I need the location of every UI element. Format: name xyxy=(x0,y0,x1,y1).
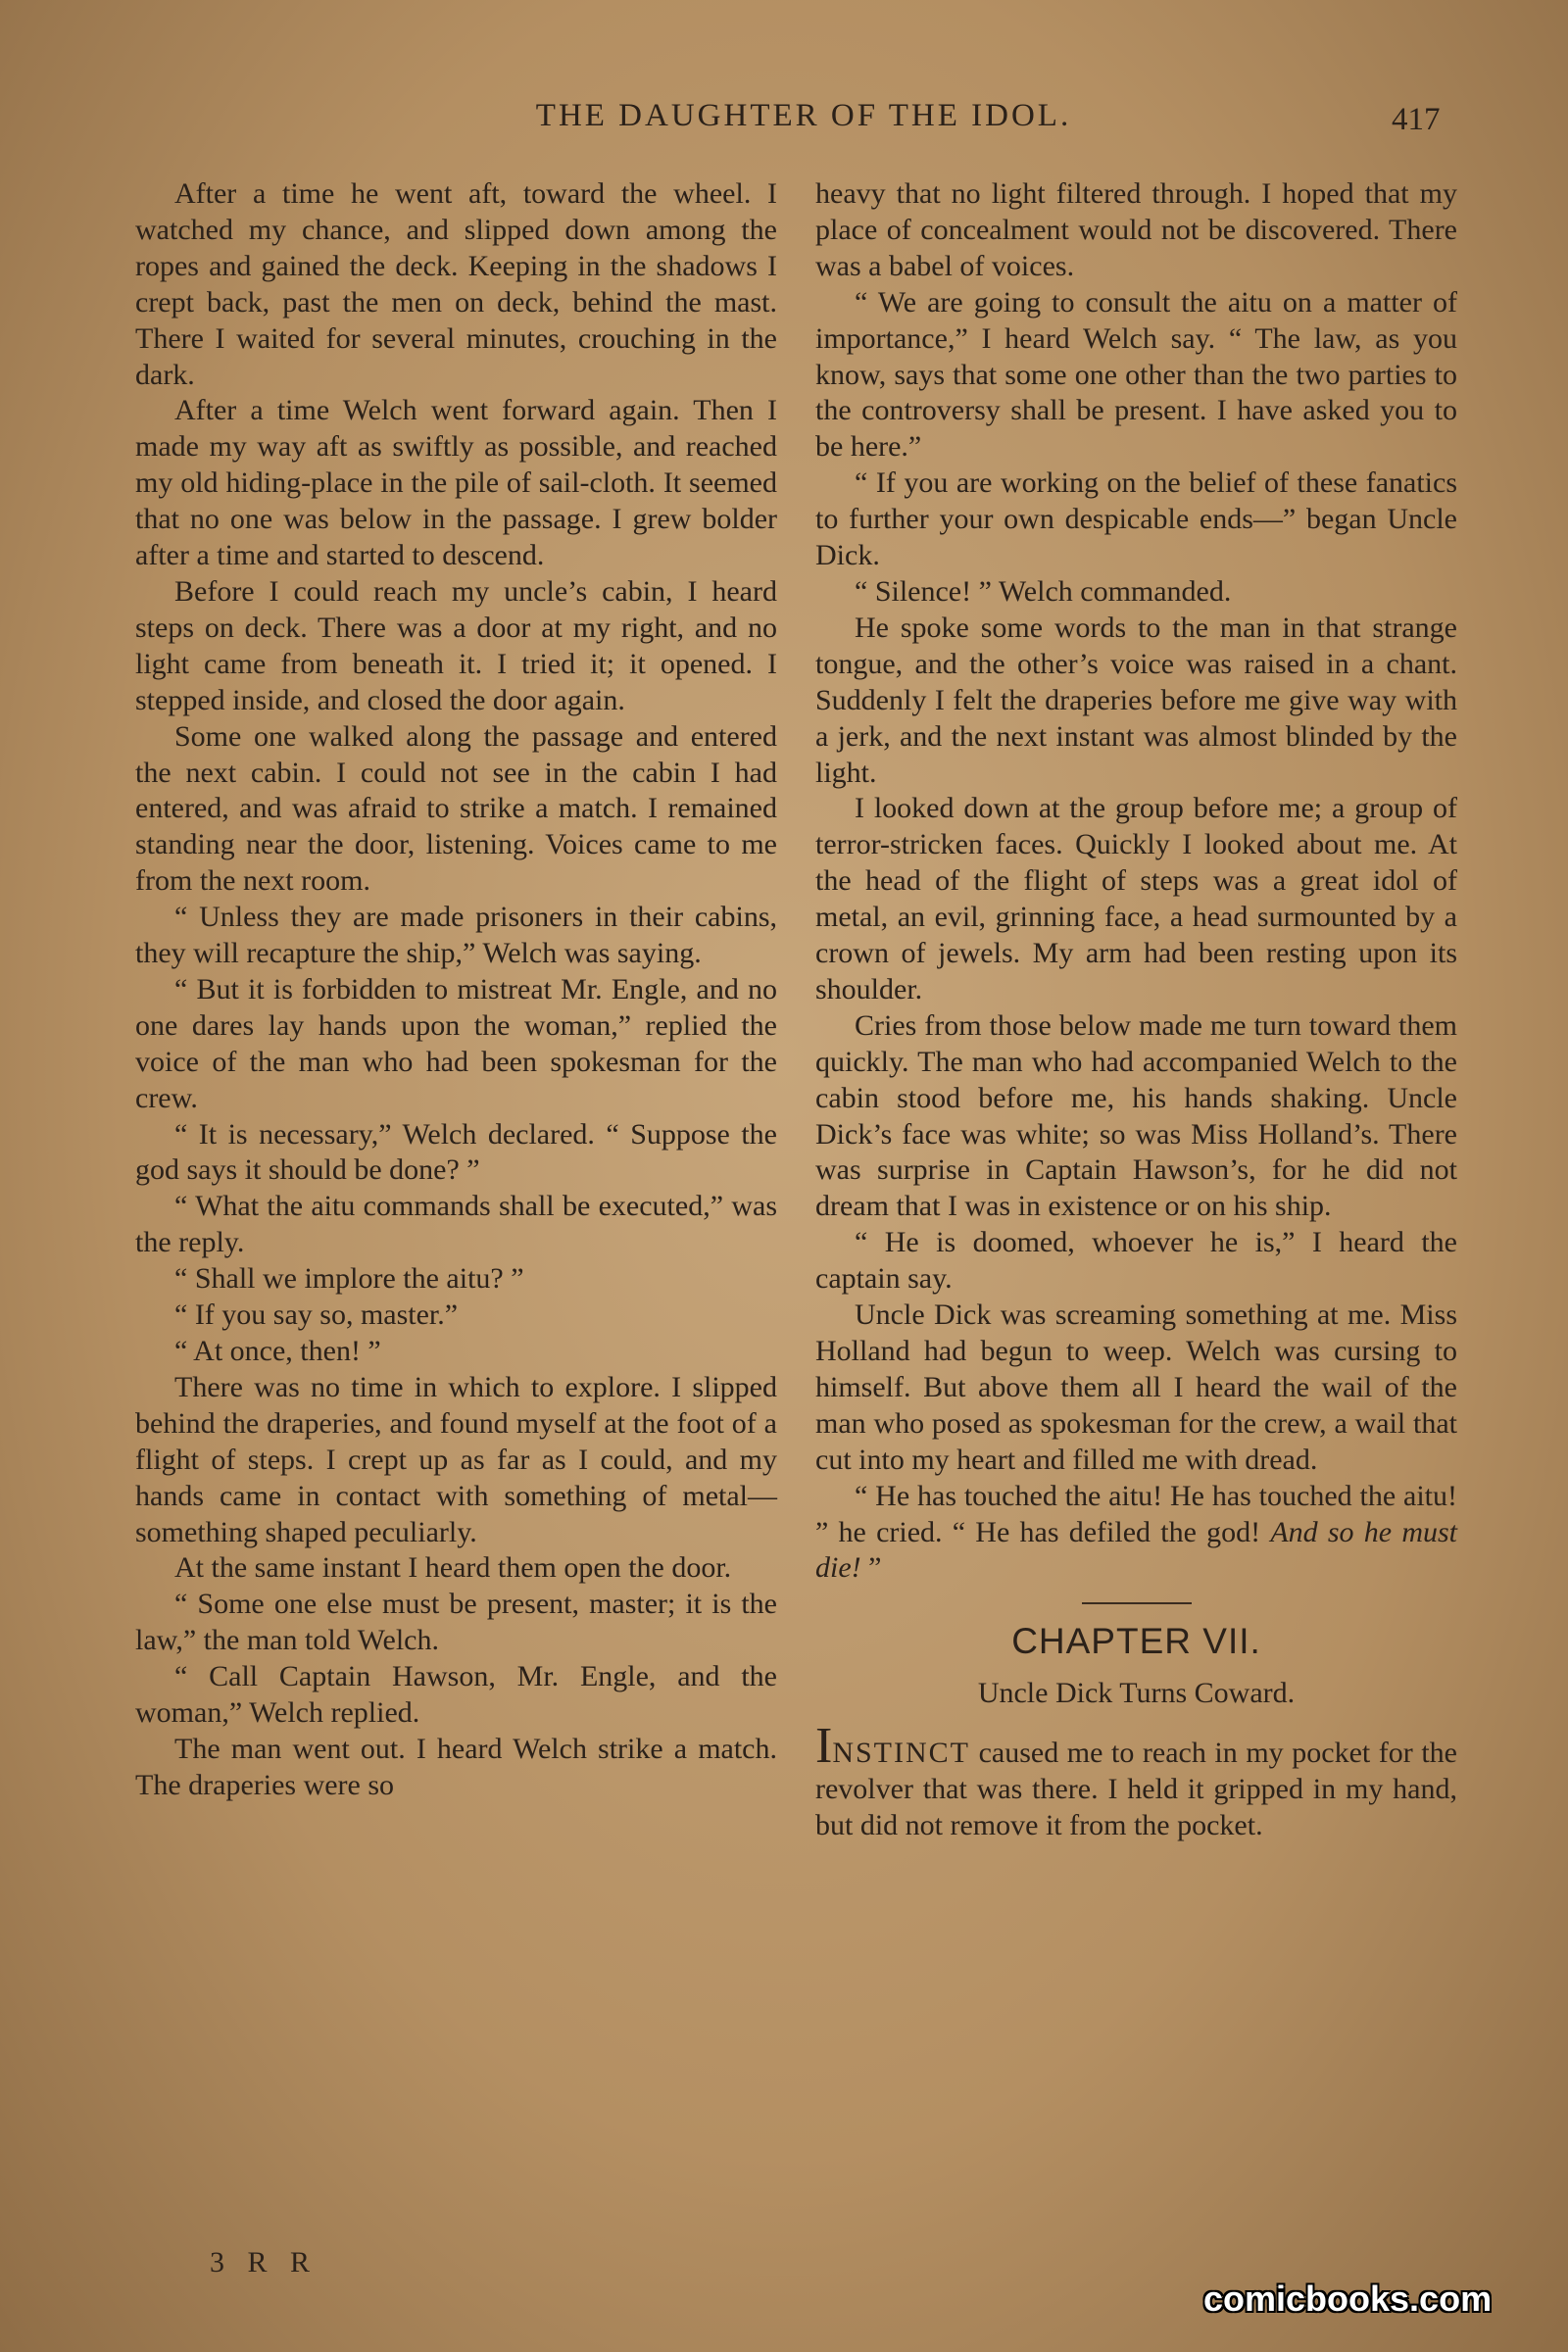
chapter-opening-paragraph xyxy=(815,1718,1457,1844)
paragraph: Uncle Dick was screaming something at me. Miss Holland had begun to weep. Welch was cursing to himself. But above them all I heard the wail of the man who posed as spokesman for the crew, a wail that cut into my heart and filled me with dread. xyxy=(815,1298,1457,1476)
paragraph: “ We are going to consult the aitu on a matter of importance,” I heard Welch say. “ The law, as you know, says that some one other than the two parties to the controversy shall be present. I have asked you to be here.” xyxy=(815,285,1457,464)
paragraph: “ Call Captain Hawson, Mr. Engle, and the woman,” Welch replied. xyxy=(135,1660,777,1730)
paragraph: “ If you say so, master.” xyxy=(174,1298,459,1332)
running-title: THE DAUGHTER OF THE IDOL. xyxy=(535,98,1072,133)
chapter-title: CHAPTER VII. xyxy=(1011,1621,1261,1662)
paragraph: Some one walked along the passage and entered the next cabin. I could not see in the cabin I had entered, and was afraid to strike a match. I remained standing near the door, listening. Voices came to me from the next room. xyxy=(135,719,777,898)
printer-signature-mark: 3 R R xyxy=(210,2246,318,2278)
paragraph: “ It is necessary,” Welch declared. “ Suppose the god says it should be done? ” xyxy=(135,1117,777,1187)
drop-cap: I xyxy=(815,1718,833,1775)
paragraph: There was no time in which to explore. I slipped behind the draperies, and found myself at the foot of a flight of steps. I crept up as far as I could, and my hands came in contact with something of metal—something shaped peculiarly. xyxy=(135,1370,777,1548)
quote-text: “ He has touched the aitu! He has touched the aitu! ” he cried. “ He has defiled the god! xyxy=(815,1479,1457,1548)
paragraph: “ Silence! ” Welch commanded. xyxy=(855,574,1232,608)
left-column xyxy=(135,176,777,1804)
paragraph: “ But it is forbidden to mistreat Mr. Engle, and no one dares lay hands upon the woman,” replied the voice of the man who had been spokesman for the crew. xyxy=(135,972,777,1114)
paragraph: At the same instant I heard them open the door. xyxy=(174,1551,732,1585)
quote-close: ” xyxy=(860,1551,882,1585)
watermark-logo: comicbooks.com xyxy=(1203,2278,1493,2319)
paragraph: The man went out. I heard Welch strike a match. The draperies were so xyxy=(135,1732,777,1801)
paragraph: “ Unless they are made prisoners in their cabins, they will recapture the ship,” Welch was saying. xyxy=(135,901,777,970)
paragraph: “ If you are working on the belief of these fanatics to further your own despicable ends—” began Uncle Dick. xyxy=(815,466,1457,572)
opening-text: caused me to reach in my pocket for the revolver that was there. I held it gripped in my hand, but did not remove it from the pocket. xyxy=(815,1737,1457,1841)
paragraph: After a time Welch went forward again. Then I made my way aft as swiftly as possible, and reached my old hiding-place in the pile of sail-cloth. It seemed that no one was below in the passage. I grew bolder after a time and started to descend. xyxy=(135,394,777,572)
chapter-divider xyxy=(1082,1602,1192,1604)
paragraph: “ Some one else must be present, master; it is the law,” the man told Welch. xyxy=(135,1588,777,1657)
page-number: 417 xyxy=(1392,102,1441,137)
paragraph: After a time he went aft, toward the wheel. I watched my chance, and slipped down among the ropes and gained the deck. Keeping in the shadows I crept back, past the men on deck, behind the mast. There I waited for several minutes, crouching in the dark. xyxy=(135,177,777,391)
paragraph: “ At once, then! ” xyxy=(174,1335,381,1367)
paragraph: I looked down at the group before me; a group of terror-stricken faces. Quickly I looked about me. At the head of the flight of steps was a great idol of metal, an evil, grinning face, a head surmounted by a crown of jewels. My arm had been resting upon its shoulder. xyxy=(815,792,1457,1005)
right-column xyxy=(815,176,1457,1844)
paragraph xyxy=(815,1479,1457,1588)
quote-italic: And so he must die! xyxy=(815,1515,1457,1585)
paragraph: Cries from those below made me turn toward them quickly. The man who had accompanied Welch to the cabin stood before me, his hands shaking. Uncle Dick’s face was white; so was Miss Holland’s. There was surprise in Captain Hawson’s, for he did not dream that I was in existence or on his ship. xyxy=(815,1008,1457,1223)
paragraph: Before I could reach my uncle’s cabin, I heard steps on deck. There was a door at my right, and no light came from beneath it. I tried it; it opened. I stepped inside, and closed the door again. xyxy=(135,574,777,716)
paragraph: “ He is doomed, whoever he is,” I heard the captain say. xyxy=(815,1226,1457,1296)
paragraph: He spoke some words to the man in that strange tongue, and the other’s voice was raised in a chant. Suddenly I felt the draperies before me give way with a jerk, and the next instant was almost blinded by the light. xyxy=(815,611,1457,789)
paragraph: “ What the aitu commands shall be executed,” was the reply. xyxy=(135,1190,777,1259)
paragraph: “ Shall we implore the aitu? ” xyxy=(174,1262,524,1296)
chapter-subtitle: Uncle Dick Turns Coward. xyxy=(977,1677,1296,1710)
first-word-rest: NSTINCT xyxy=(832,1737,970,1770)
paragraph: heavy that no light filtered through. I hoped that my place of concealment would not be discovered. There was a babel of voices. xyxy=(815,177,1457,282)
